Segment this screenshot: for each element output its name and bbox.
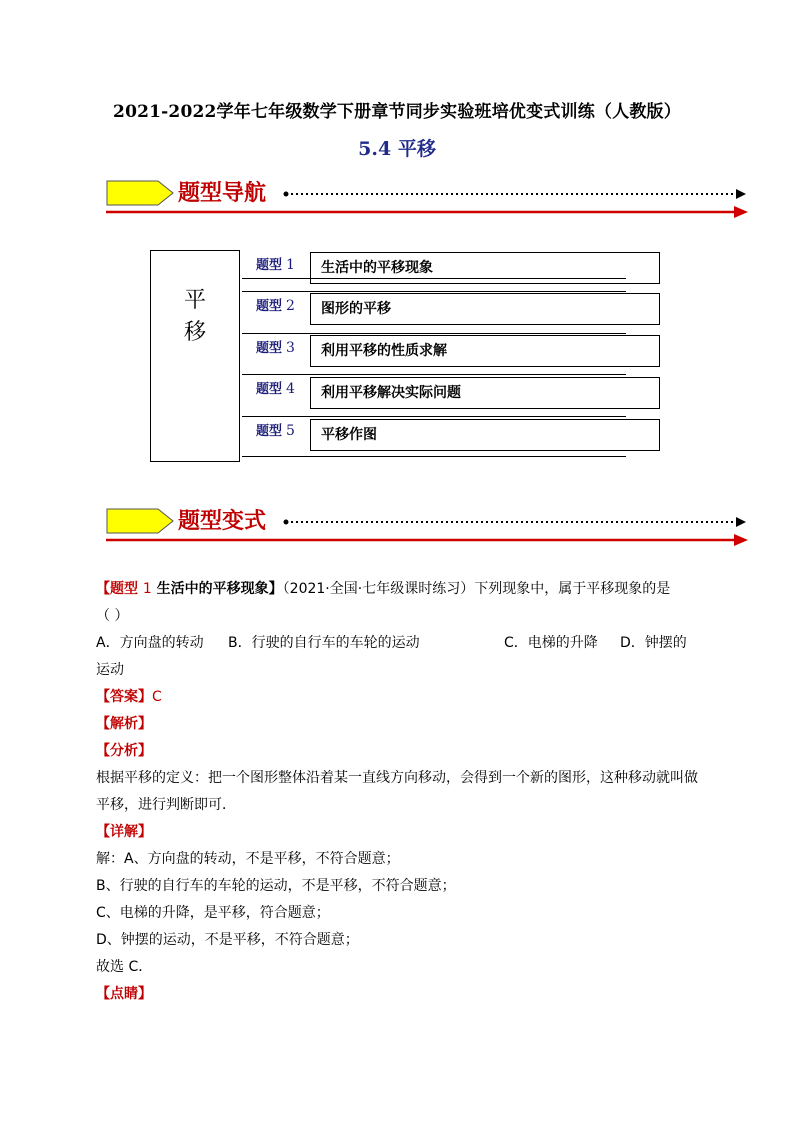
nav-connector-line [242, 291, 626, 292]
answer-blank: （ ） [96, 608, 129, 624]
nav-type-label: 题型 2 [256, 298, 295, 314]
nav-connector-line [242, 416, 626, 417]
document-title: 2021-2022学年七年级数学下册章节同步实验班培优变式训练（人教版） [113, 102, 681, 122]
topic-root-char: 移 [183, 320, 206, 345]
nav-type-label: 题型 5 [256, 423, 295, 439]
banner-question-navigation [106, 178, 751, 224]
option-a: A．方向盘的转动 [96, 635, 204, 651]
fenxi-label: 【分析】 [96, 743, 152, 759]
detail-line: 解：A、方向盘的转动，不是平移，不符合题意； [96, 851, 400, 867]
detail-line: D、钟摆的运动，不是平移，不符合题意； [96, 932, 359, 948]
question-block [96, 576, 706, 1008]
nav-item-4[interactable]: 利用平移解决实际问题 [310, 377, 660, 409]
fenxi-text: 平移，进行判断即可． [96, 797, 236, 813]
question-tag: 【题型 1 生活中的平移现象】 [96, 581, 283, 597]
banner-title: 题型变式 [178, 509, 267, 534]
option-d: D．钟摆的 [620, 635, 687, 651]
nav-item-5[interactable]: 平移作图 [310, 419, 660, 451]
nav-connector-line [242, 374, 626, 375]
banner-title: 题型导航 [178, 181, 267, 206]
question-stem [96, 576, 706, 603]
topic-root-box [150, 250, 240, 462]
section-title: 5.4 平移 [358, 138, 436, 160]
banner-arrows [106, 506, 751, 552]
topic-root-char: 平 [183, 288, 206, 313]
banner-arrows [106, 178, 751, 224]
option-c: C．电梯的升降 [504, 635, 598, 651]
question-source: （2021·全国·七年级课时练习） [282, 581, 475, 597]
options-row [96, 630, 706, 657]
nav-type-label: 题型 1 [256, 257, 295, 273]
comment-label: 【点睛】 [96, 986, 152, 1002]
detail-line: 故选 C． [96, 959, 153, 975]
nav-item-2[interactable]: 图形的平移 [310, 293, 660, 325]
banner-question-variants [106, 506, 751, 552]
detail-label: 【详解】 [96, 824, 152, 840]
option-d-continued: 运动 [96, 662, 124, 678]
option-b: B．行驶的自行车的车轮的运动 [228, 635, 420, 651]
nav-connector-line [242, 333, 626, 334]
nav-type-label: 题型 4 [256, 381, 295, 397]
detail-line: C、电梯的升降，是平移，符合题意； [96, 905, 330, 921]
nav-item-3[interactable]: 利用平移的性质求解 [310, 335, 660, 367]
nav-item-1[interactable]: 生活中的平移现象 [310, 252, 660, 284]
fenxi-text: 根据平移的定义：把一个图形整体沿着某一直线方向移动，会得到一个新的图形，这种移动就叫做 [96, 770, 698, 786]
nav-connector-line [242, 456, 626, 457]
nav-type-label: 题型 3 [256, 340, 295, 356]
detail-line: B、行驶的自行车的车轮的运动，不是平移，不符合题意； [96, 878, 456, 894]
answer-line: 【答案】C [96, 689, 162, 705]
question-text: 下列现象中，属于平移现象的是 [474, 581, 671, 597]
analysis-label: 【解析】 [96, 716, 152, 732]
